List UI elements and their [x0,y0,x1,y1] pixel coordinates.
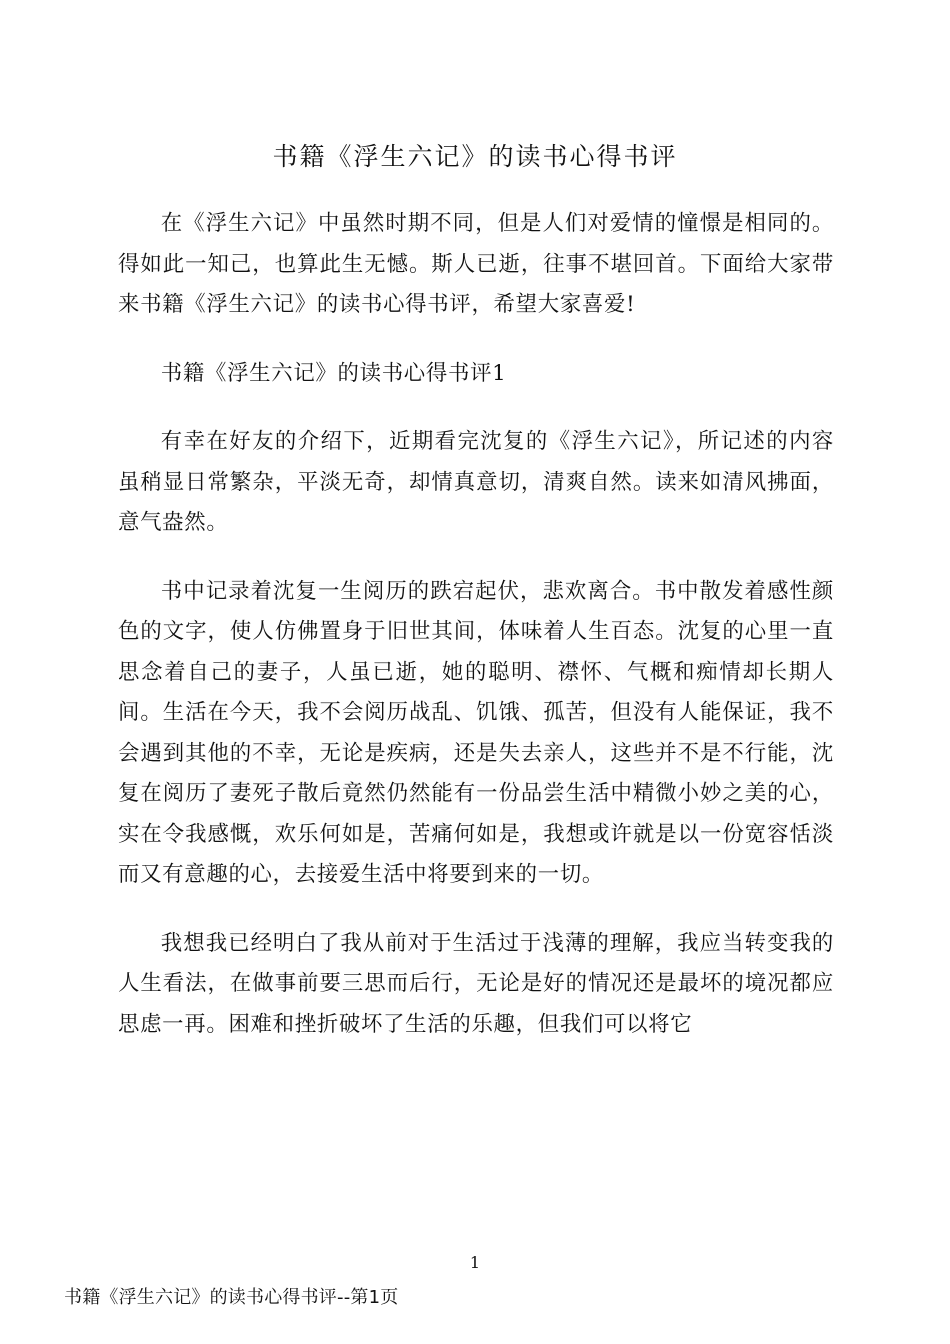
document-title: 书籍《浮生六记》的读书心得书评 [272,142,678,171]
body-paragraph: 我想我已经明白了我从前对于生活过于浅薄的理解，我应当转变我的人生看法，在做事前要三思而后行，无论是好的情况还是最坏的境况都应思虑一再。困难和挫折破坏了生活的乐趣，但我们可以将它 [118,930,834,1037]
section-heading: 书籍《浮生六记》的读书心得书评1 [160,360,507,386]
paragraph-gap [118,896,834,924]
paragraph-gap [118,326,834,354]
paragraph-gap [118,544,834,572]
document-body [118,204,834,1045]
footer-caption: 书籍《浮生六记》的读书心得书评--第1页 [64,1287,399,1308]
page-number: 1 [469,1253,481,1272]
paragraph-gap [118,394,834,422]
body-paragraph: 有幸在好友的介绍下，近期看完沈复的《浮生六记》，所记述的内容虽稍显日常繁杂，平淡无奇，却情真意切，清爽自然。读来如清风拂面，意气盎然。 [118,429,834,535]
intro-paragraph: 在《浮生六记》中虽然时期不同，但是人们对爱情的憧憬是相同的。得如此一知己，也算此生无憾。斯人已逝，往事不堪回首。下面给大家带来书籍《浮生六记》的读书心得书评，希望大家喜爱! [118,211,834,317]
body-paragraph: 书中记录着沈复一生阅历的跌宕起伏，悲欢离合。书中散发着感性颜色的文字，使人仿佛置身于旧世其间，体味着人生百态。沈复的心里一直思念着自己的妻子，人虽已逝，她的聪明、襟怀、气概和痴情却长期人间。生活在今天，我不会阅历战乱、饥饿、孤苦，但没有人能保证，我不会遇到其他的不幸，无论是疾病，还是失去亲人，这些并不是不行能，沈复在阅历了妻死子散后竟然仍然能有一份品尝生活中精微小妙之美的心，实在令我感慨，欢乐何如是，苦痛何如是，我想或许就是以一份宽容恬淡而又有意趣的心，去接爱生活中将要到来的一切。 [118,578,834,887]
